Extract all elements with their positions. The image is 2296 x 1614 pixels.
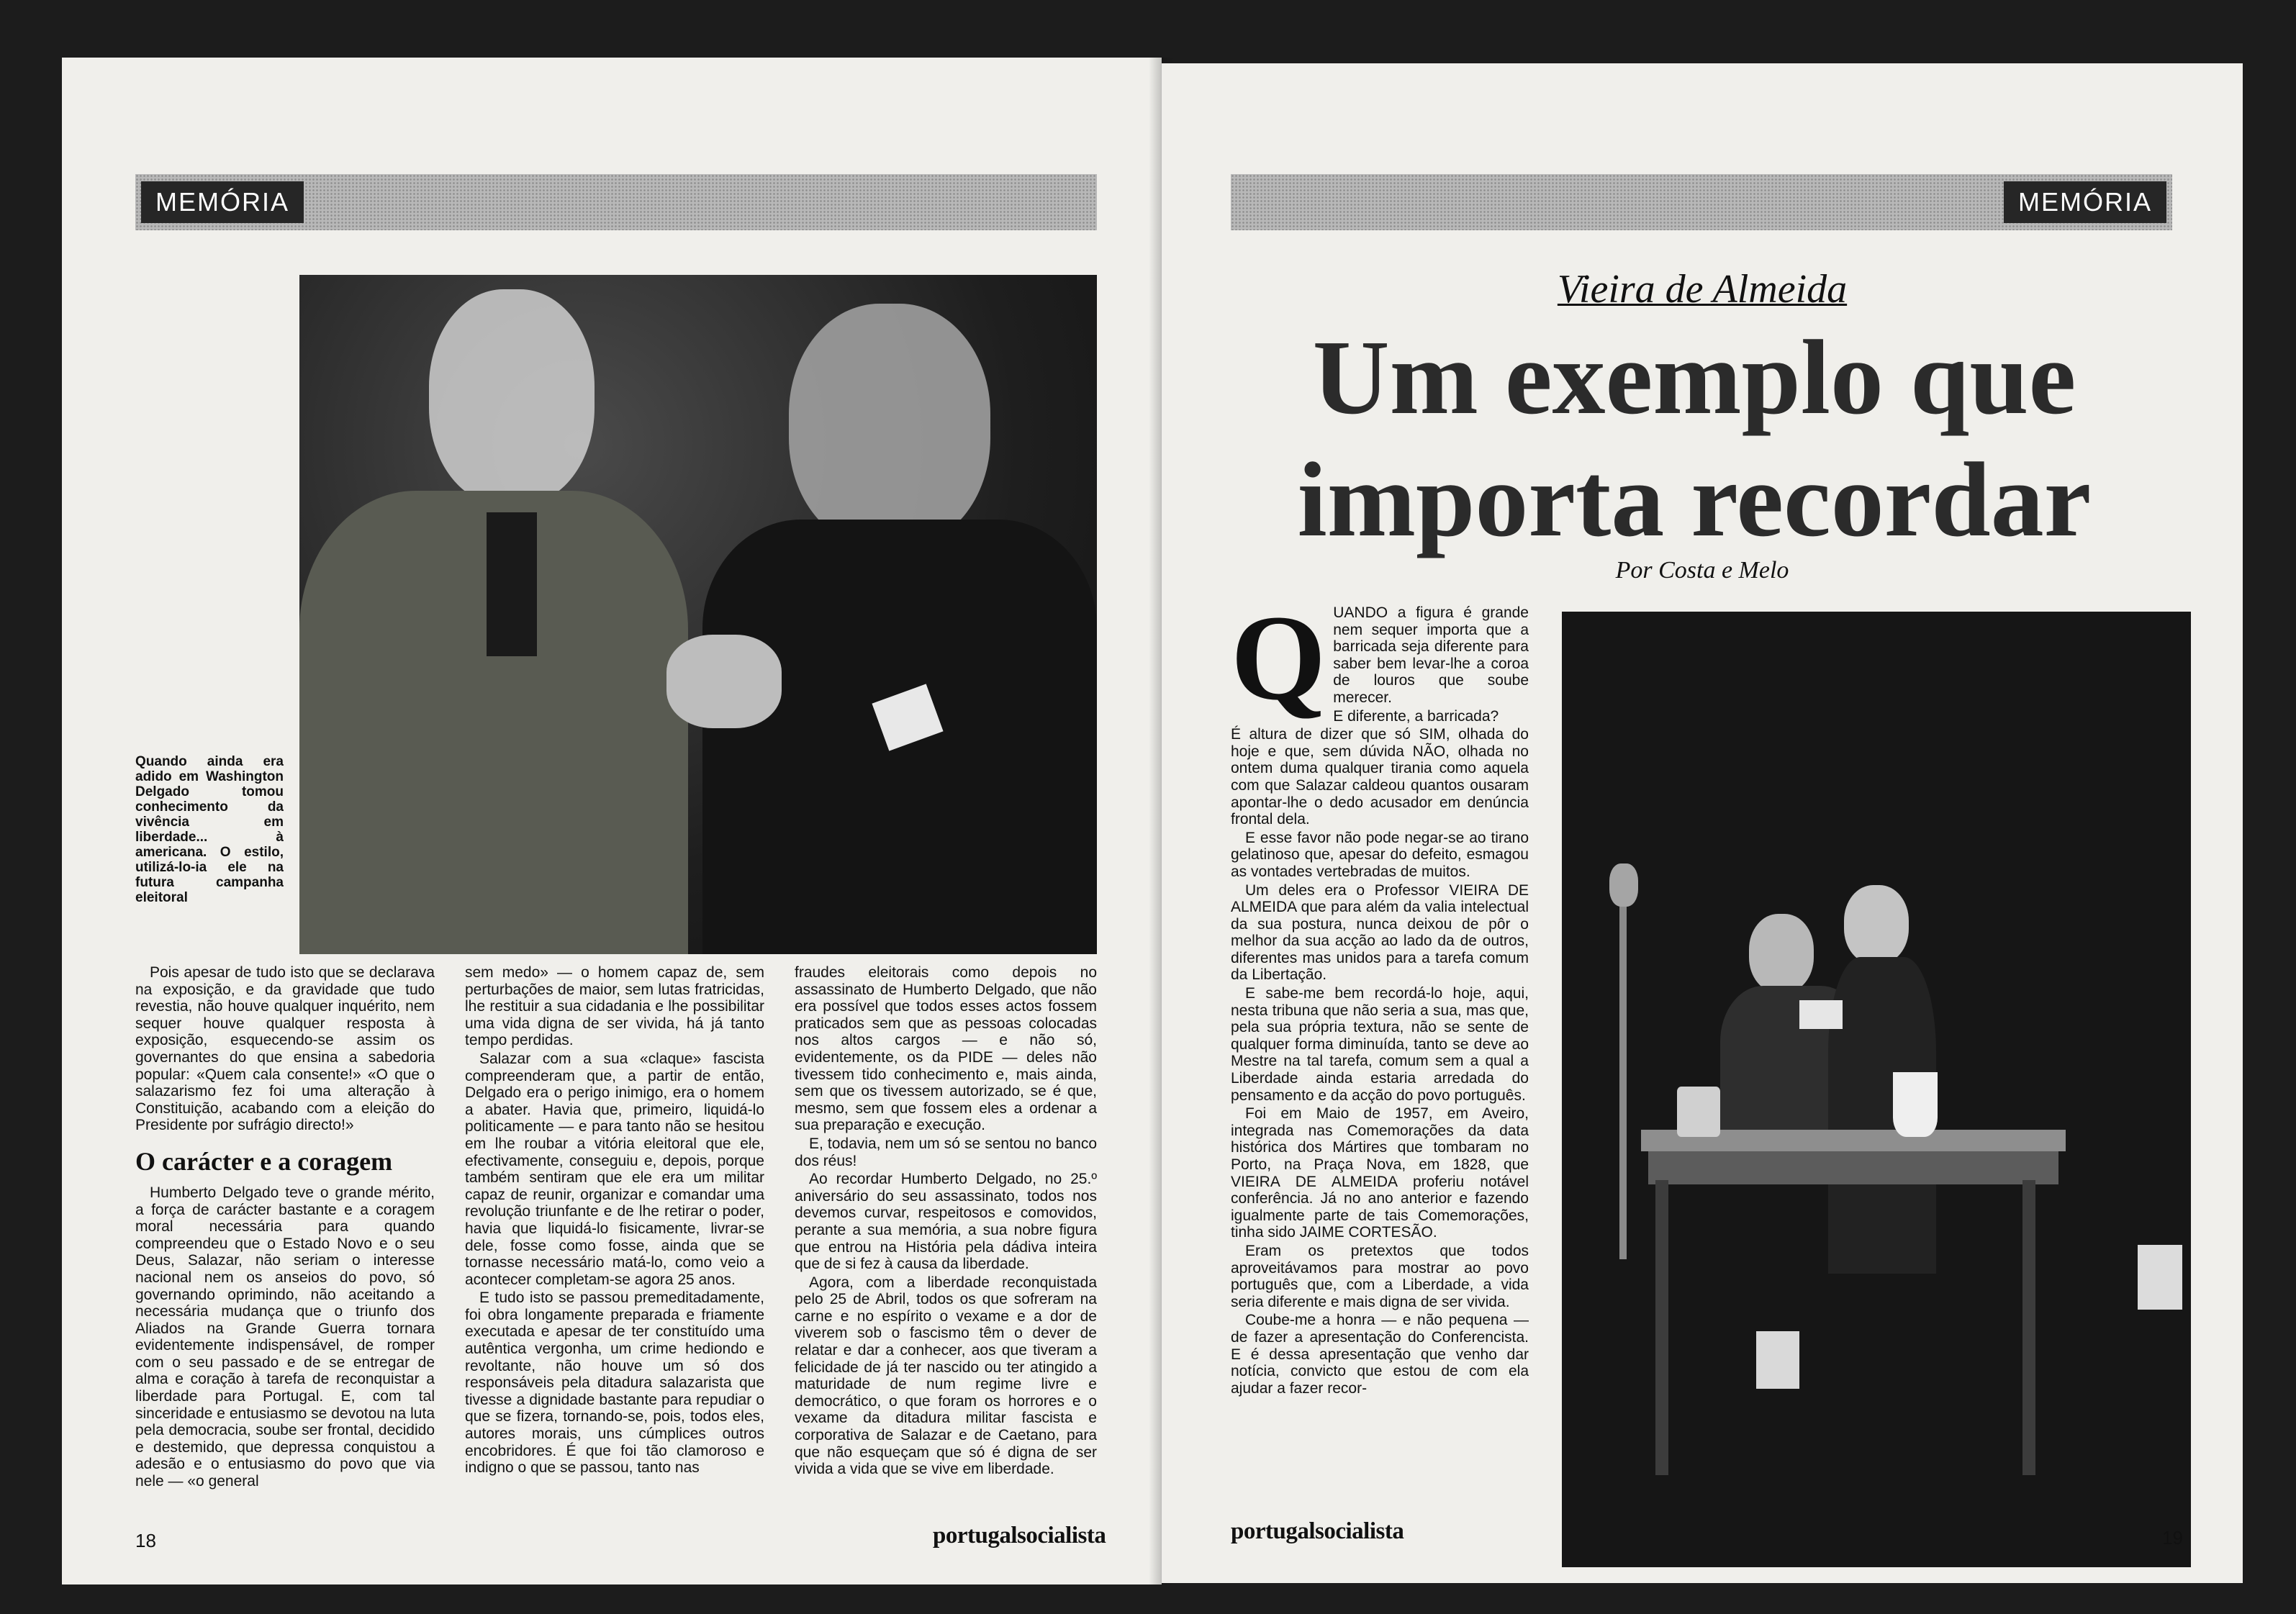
paragraph: Um deles era o Professor VIEIRA DE ALMEIDA que para além da valia intelectual da sua postura, nunca deixou de pôr o melhor da sua acção ao lado da de outros, diferentes mas unidos para a tarefa comum da Libertação. (1231, 881, 1529, 984)
paragraph: E tudo isto se passou premeditadamente, foi obra longamente preparada e friamente executada e apesar de ter constituído uma autêntica vergonha, um crime hediondo e revoltante, não houve um só dos responsáveis pela ditadura salazarista que tivesse a dignidade bastante para repudiar o que se fizera, tornando-se, pois, todos eles, autores morais, uns cúmplices outros encobridores. É que foi tão clamoroso e indigno o que se passou, tanto nas (465, 1289, 764, 1477)
paragraph: Foi em Maio de 1957, em Aveiro, integrada nas Comemorações da data histórica dos Mártires que tombaram no Porto, na Praça Nova, em 1828, que VIEIRA DE ALMEIDA proferiu notável conferência. Já no ano anterior e fazendo igualmente parte de tais Comemorações, tinha sido JAIME CORTESÃO. (1231, 1105, 1529, 1241)
photo-delgado (299, 275, 1097, 954)
byline: Por Costa e Melo (1615, 557, 1789, 584)
article-column-2 (465, 964, 764, 1478)
masthead: portugalsocialista (933, 1523, 1106, 1549)
paragraph: Pois apesar de tudo isto que se declarava na exposição, e da gravidade que tudo revestia, não houve qualquer inquérito, nem sequer houve qualquer resposta à exposição, esquecendo-se assim os governantes do que ensina a sabedoria popular: «Quem cala consente!» «O que o salazarismo fez foi uma alteração à Constituição, acabando com a eleição do Presidente por sufrágio directo!» (135, 964, 435, 1134)
paragraph: E sabe-me bem recordá-lo hoje, aqui, nesta tribuna que não seria a sua, mas que, pela sua própria textura, não se sente de qualquer forma diminuída, tanto se deve ao Mestre na tal tarefa, comum sem a qual a Liberdade ainda estaria arredada do pensamento e da acção do povo português. (1231, 985, 1529, 1104)
page-number: 19 (2162, 1527, 2183, 1549)
paragraph: É altura de dizer que só SIM, olhada do hoje e que, sem dúvida NÃO, olhada no ontem duma qualquer tirania como aquela com que Salazar caldeou quantos ousaram apontar-lhe o dedo acusador em denúncia frontal dela. (1231, 726, 1529, 828)
section-label: MEMÓRIA (2004, 181, 2166, 223)
paragraph: Agora, com a liberdade reconquistada pelo 25 de Abril, todos os que sofreram na carne e no espírito o vexame e a dor de viverem sob o fascismo têm o dever de relatar e dar a conhecer, aos que tiveram a felicidade de já ter nascido ou ter atingido a maturidade de num regime livre e democrático, o que foram os horrores e o vexame da ditadura militar fascista e corporativa de Salazar e de Caetano, para que não esqueçam que só é digna de ser vivida a vida que se vive em liberdade. (795, 1274, 1097, 1478)
article-column-3 (795, 964, 1097, 1479)
paragraph: fraudes eleitorais como depois no assassinato de Humberto Delgado, que não era possível que todos esses actos fossem praticados sem que as pessoas colocadas nos altos cargos — e não só, evidentemente, os da PIDE — deles não tivessem tido conhecimento e, mais ainda, sem que os tivessem autorizado, se é que, mesmo, sem que fossem eles a ordenar a sua preparação e execução. (795, 964, 1097, 1134)
subheading: O carácter e a coragem (135, 1146, 393, 1176)
paragraph: E diferente, a barricada? (1333, 707, 1499, 725)
paragraph: Coube-me a honra — e não pequena — de fazer a apresentação do Conferencista. E é dessa apresentação que venho dar notícia, convicto que estou de com ela ajudar a fazer recor- (1231, 1312, 1529, 1397)
paragraph: Eram os pretextos que todos aproveitávamos para mostrar ao povo português que, com a Liberdade, a vida seria diferente e mais digna de ser vivida. (1231, 1242, 1529, 1310)
headline: Um exemplo que importa recordar (1297, 319, 2092, 559)
section-band (1231, 174, 2172, 230)
paragraph: Ao recordar Humberto Delgado, no 25.º aniversário do seu assassinato, todos nos devemos curvar, respeitosos e comovidos, perante a sua memória, a sua nobre figura que entrou na História pela dádiva inteira que de si fez à causa da liberdade. (795, 1171, 1097, 1273)
article-column-1 (135, 964, 435, 1492)
paragraph: sem medo» — o homem capaz de, sem perturbações de maior, sem lutas fratricidas, lhe restituir a sua cidadania e lhe possibilitar uma vida digna de ser vivida, há já tanto tempo perdidas. (465, 964, 764, 1049)
paragraph: Salazar com a sua «claque» fascista compreenderam que, a partir de então, Delgado era o perigo inimigo, era o homem a abater. Havia que, primeiro, liquidá-lo politicamente — e para tanto não se hesitou em lhe roubar a vitória eleitoral que ele, efectivamente, conseguiu e, depois, porque também sentiram que ele era um militar capaz de reunir, organizar e comandar uma revolução triunfante e de lhe retirar o poder, havia que liquidá-lo fisicamente, livrar-se dele, fosse como fosse, ainda que se tornasse necessário matá-lo, como veio a acontecer completam-se agora 25 anos. (465, 1050, 764, 1288)
paragraph: E, todavia, nem um só se sentou no banco dos réus! (795, 1135, 1097, 1169)
drop-cap: Q (1231, 590, 1326, 725)
page-number: 18 (135, 1530, 156, 1551)
photo-caption: Quando ainda era adido em Washington Delgado tomou conhecimento da vivência em liberdade... à americana. O estilo, utilizá-lo-ia ele na futura campanha eleitoral (135, 754, 284, 905)
paragraph: Humberto Delgado teve o grande mérito, a força de carácter bastante e a coragem moral necessária para quando compreendeu que o Estado Novo e o seu Deus, Salazar, não seriam o interesse nacional nem os anseios do povo, só governando oprimindo, não aceitando a necessária mudança que o triunfo dos Aliados na Grande Guerra tornara evidentemente indispensável, de romper com o seu passado e de se entregar de alma e coração à tarefa de reconquistar a liberdade para Portugal. E, com tal sinceridade e entusiasmo se devotou na luta pela democracia, soube ser frontal, decidido e destemido, que depressa conquistou a adesão e o entusiasmo do povo que via nele — «o general (135, 1184, 435, 1490)
kicker: Vieira de Almeida (1557, 267, 1848, 312)
right-page (1162, 63, 2243, 1583)
article-column (1231, 590, 1529, 1398)
section-label: MEMÓRIA (141, 181, 304, 223)
paragraph: UANDO a figura é grande nem sequer importa que a barricada seja diferente para saber bem levar-lhe a coroa de louros que soube merecer. (1333, 604, 1529, 706)
section-band (135, 174, 1097, 230)
masthead: portugalsocialista (1231, 1518, 1404, 1544)
paragraph: E esse favor não pode negar-se ao tirano gelatinoso que, apesar do defeito, esmagou as vontades vertebradas de muitos. (1231, 829, 1529, 880)
left-page (62, 58, 1162, 1584)
photo-conference (1562, 612, 2191, 1567)
